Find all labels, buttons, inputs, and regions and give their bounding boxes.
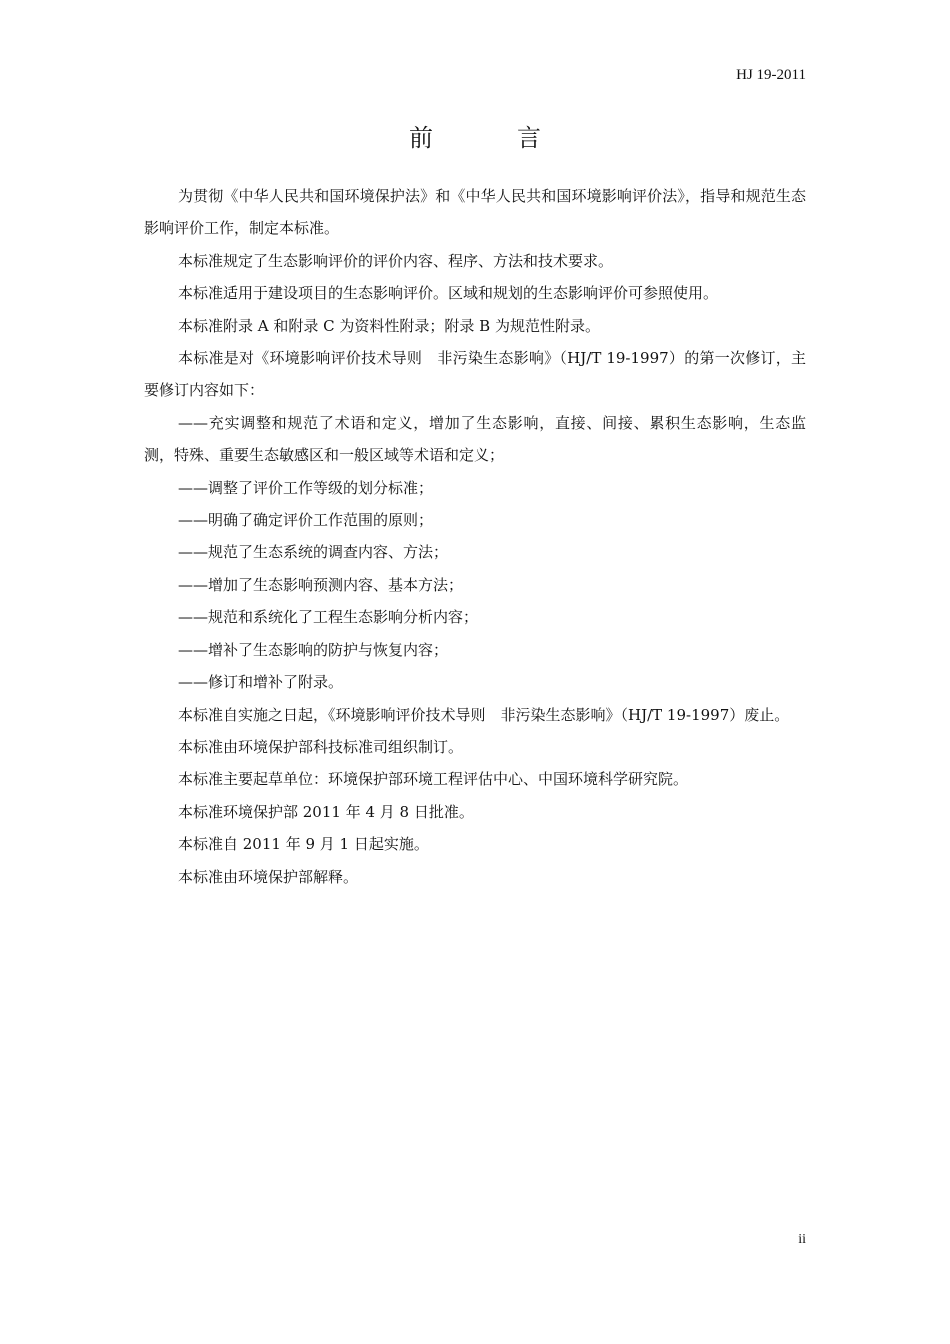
list-item: ——明确了确定评价工作范围的原则； — [178, 511, 434, 530]
paragraph: 本标准适用于建设项目的生态影响评价。区域和规划的生态影响评价可参照使用。 — [178, 284, 719, 303]
list-item: ——增加了生态影响预测内容、基本方法； — [178, 575, 464, 594]
paragraph: 本标准规定了生态影响评价的评价内容、程序、方法和技术要求。 — [178, 251, 614, 270]
list-item: ——增补了生态影响的防护与恢复内容； — [178, 640, 449, 659]
paragraph: 本标准附录 A 和附录 C 为资料性附录；附录 B 为规范性附录。 — [178, 316, 600, 335]
list-item: ——规范了生态系统的调查内容、方法； — [178, 543, 449, 562]
page-number: ii — [798, 1232, 806, 1247]
page-title: 前 言 — [409, 124, 571, 152]
list-item: ——充实调整和规范了术语和定义，增加了生态影响，直接、间接、累积生态影响，生态监测，特殊、重要生态敏感区和一般区域等术语和定义； — [144, 413, 806, 465]
paragraph: 本标准环境保护部 2011 年 4 月 8 日批准。 — [178, 802, 474, 821]
list-item: ——调整了评价工作等级的划分标准； — [178, 478, 434, 497]
foreword-body — [144, 180, 806, 893]
paragraph: 为贯彻《中华人民共和国环境保护法》和《中华人民共和国环境影响评价法》，指导和规范生态影响评价工作，制定本标准。 — [144, 187, 806, 238]
paragraph: 本标准由环境保护部科技标准司组织制订。 — [178, 737, 464, 756]
paragraph: 本标准自实施之日起，《环境影响评价技术导则 非污染生态影响》（HJ/T 19-1997）废止。 — [178, 705, 790, 724]
paragraph: 本标准自 2011 年 9 月 1 日起实施。 — [178, 835, 429, 854]
list-item: ——规范和系统化了工程生态影响分析内容； — [178, 608, 479, 627]
paragraph: 本标准主要起草单位：环境保护部环境工程评估中心、中国环境科学研究院。 — [178, 770, 689, 789]
paragraph: 本标准是对《环境影响评价技术导则 非污染生态影响》（HJ/T 19-1997）的第一次修订，主要修订内容如下： — [144, 349, 806, 400]
paragraph: 本标准由环境保护部解释。 — [178, 867, 359, 886]
standard-code: HJ 19-2011 — [736, 67, 806, 83]
list-item: ——修订和增补了附录。 — [178, 673, 344, 692]
